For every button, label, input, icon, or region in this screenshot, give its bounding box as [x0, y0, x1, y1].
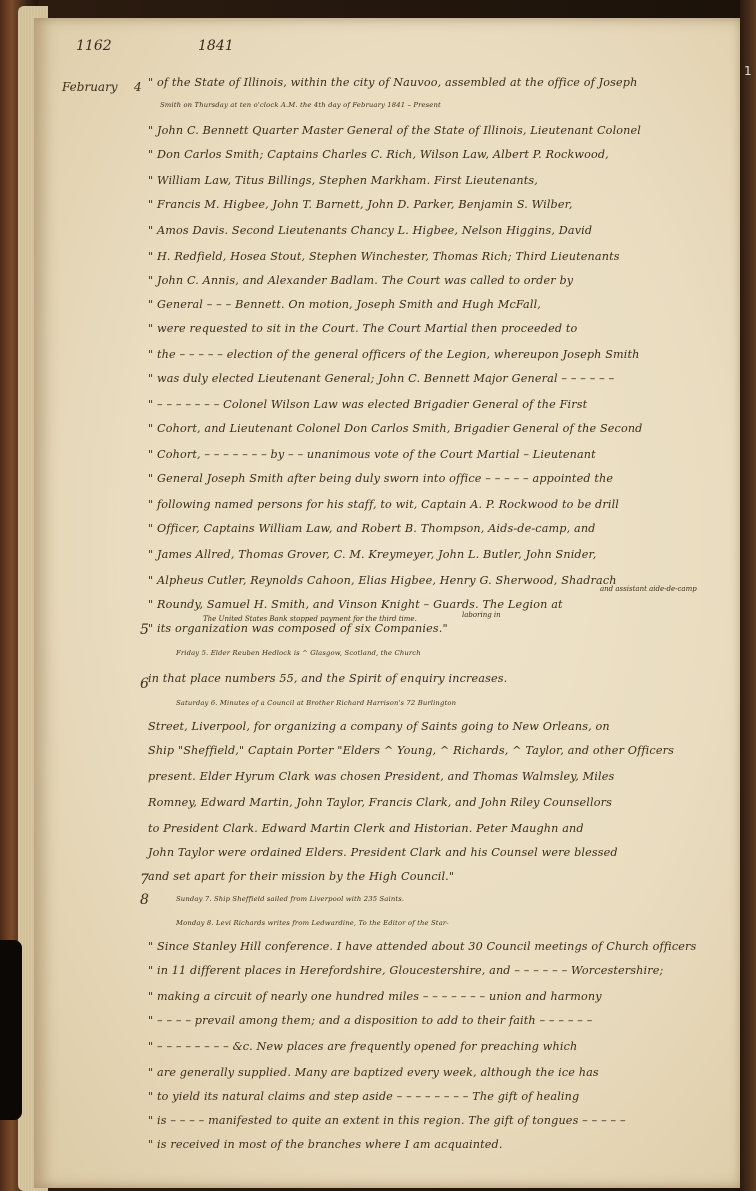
manuscript-line: " Don Carlos Smith; Captains Charles C. Rich, Wilson Law, Albert P. Rockwood,: [148, 148, 609, 161]
manuscript-line: " making a circuit of nearly one hundred miles – – – – – – – union and harmony: [148, 990, 602, 1003]
manuscript-line: " H. Redfield, Hosea Stout, Stephen Winchester, Thomas Rich; Third Lieutenants: [148, 250, 620, 263]
interlinear-insert-aide: and assistant aide-de-camp: [600, 585, 697, 593]
binding-shadow: [0, 940, 22, 1120]
manuscript-line: Romney, Edward Martin, John Taylor, Francis Clark, and John Riley Counsellors: [148, 796, 612, 809]
page-number: 1162: [76, 38, 112, 54]
margin-day-8: 8: [140, 892, 149, 908]
manuscript-line: " Cohort, – – – – – – – by – – unanimous vote of the Court Martial – Lieutenant: [148, 448, 596, 461]
margin-day-7: 7: [140, 872, 149, 888]
manuscript-line: " was duly elected Lieutenant General; John C. Bennett Major General – – – – – –: [148, 372, 615, 385]
manuscript-line: " General – – – Bennett. On motion, Joseph Smith and Hugh McFall,: [148, 298, 542, 311]
right-edge-mark: 1: [744, 64, 752, 78]
manuscript-line: " Since Stanley Hill conference. I have attended about 30 Council meetings of Church officers: [148, 940, 697, 953]
manuscript-line: " Francis M. Higbee, John T. Barnett, John D. Parker, Benjamin S. Wilber,: [148, 198, 573, 211]
manuscript-line: " were requested to sit in the Court. The Court Martial then proceeded to: [148, 322, 578, 335]
manuscript-line: " – – – – prevail among them; and a disposition to add to their faith – – – – – –: [148, 1014, 593, 1027]
manuscript-line: " in 11 different places in Herefordshire, Gloucestershire, and – – – – – – Worcestershire;: [148, 964, 664, 977]
manuscript-line: " the – – – – – election of the general officers of the Legion, whereupon Joseph Smith: [148, 348, 640, 361]
manuscript-line: " – – – – – – – – &c. New places are frequently opened for preaching which: [148, 1040, 578, 1053]
manuscript-line: " following named persons for his staff, to wit, Captain A. P. Rockwood to be drill: [148, 498, 620, 511]
manuscript-line: in that place numbers 55, and the Spirit of enquiry increases.: [148, 672, 508, 685]
manuscript-line: " of the State of Illinois, within the city of Nauvoo, assembled at the office of Joseph: [148, 76, 638, 89]
interlinear-insert-bank: The United States Bank stopped payment for the third time.: [203, 615, 417, 623]
manuscript-line: " Alpheus Cutler, Reynolds Cahoon, Elias Higbee, Henry G. Sherwood, Shadrach: [148, 574, 617, 587]
manuscript-line: present. Elder Hyrum Clark was chosen President, and Thomas Walmsley, Miles: [148, 770, 615, 783]
manuscript-line: " John C. Bennett Quarter Master General of the State of Illinois, Lieutenant Colonel: [148, 124, 642, 137]
manuscript-line: " to yield its natural claims and step aside – – – – – – – – The gift of healing: [148, 1090, 580, 1103]
manuscript-line: " Officer, Captains William Law, and Robert B. Thompson, Aids-de-camp, and: [148, 522, 596, 535]
manuscript-line: " – – – – – – – Colonel Wilson Law was elected Brigadier General of the First: [148, 398, 588, 411]
manuscript-line: " William Law, Titus Billings, Stephen Markham. First Lieutenants,: [148, 174, 538, 187]
year-heading: 1841: [198, 38, 234, 54]
manuscript-line: " are generally supplied. Many are baptized every week, although the ice has: [148, 1066, 599, 1079]
manuscript-line: John Taylor were ordained Elders. President Clark and his Counsel were blessed: [148, 846, 618, 859]
manuscript-line: " Roundy, Samuel H. Smith, and Vinson Knight – Guards. The Legion at: [148, 598, 563, 611]
manuscript-line: Monday 8. Levi Richards writes from Ledwardine, To the Editor of the Star-: [176, 919, 449, 927]
manuscript-line: " is received in most of the branches where I am acquainted.: [148, 1138, 503, 1151]
manuscript-line: and set apart for their mission by the High Council.": [148, 870, 455, 883]
right-page-edge: [740, 0, 756, 1191]
manuscript-line: Street, Liverpool, for organizing a company of Saints going to New Orleans, on: [148, 720, 610, 733]
manuscript-line: Ship "Sheffield," Captain Porter "Elders ^ Young, ^ Richards, ^ Taylor, and other Officers: [148, 744, 674, 757]
manuscript-line: " Cohort, and Lieutenant Colonel Don Carlos Smith, Brigadier General of the Second: [148, 422, 643, 435]
manuscript-line: " its organization was composed of six Companies.": [148, 622, 448, 635]
manuscript-line: Smith on Thursday at ten o'clock A.M. the 4th day of February 1841 – Present: [160, 101, 441, 109]
manuscript-line: " General Joseph Smith after being duly sworn into office – – – – – appointed the: [148, 472, 614, 485]
margin-day-5: 5: [140, 622, 149, 638]
margin-day-4: 4: [134, 80, 142, 94]
margin-day-6: 6: [140, 676, 149, 692]
manuscript-line: " Amos Davis. Second Lieutenants Chancy L. Higbee, Nelson Higgins, David: [148, 224, 593, 237]
manuscript-line: Saturday 6. Minutes of a Council at Brother Richard Harrison's 72 Burlington: [176, 699, 457, 707]
manuscript-line: Sunday 7. Ship Sheffield sailed from Liverpool with 235 Saints.: [176, 895, 405, 903]
manuscript-line: " James Allred, Thomas Grover, C. M. Kreymeyer, John L. Butler, John Snider,: [148, 548, 597, 561]
margin-month: February: [62, 80, 118, 94]
manuscript-line: " is – – – – manifested to quite an extent in this region. The gift of tongues – – – – –: [148, 1114, 626, 1127]
manuscript-line: Friday 5. Elder Reuben Hedlock is ^ Glasgow, Scotland, the Church: [176, 649, 421, 657]
manuscript-line: " John C. Annis, and Alexander Badlam. The Court was called to order by: [148, 274, 574, 287]
interlinear-insert-laboring: laboring in: [462, 611, 501, 619]
manuscript-line: to President Clark. Edward Martin Clerk and Historian. Peter Maughn and: [148, 822, 584, 835]
